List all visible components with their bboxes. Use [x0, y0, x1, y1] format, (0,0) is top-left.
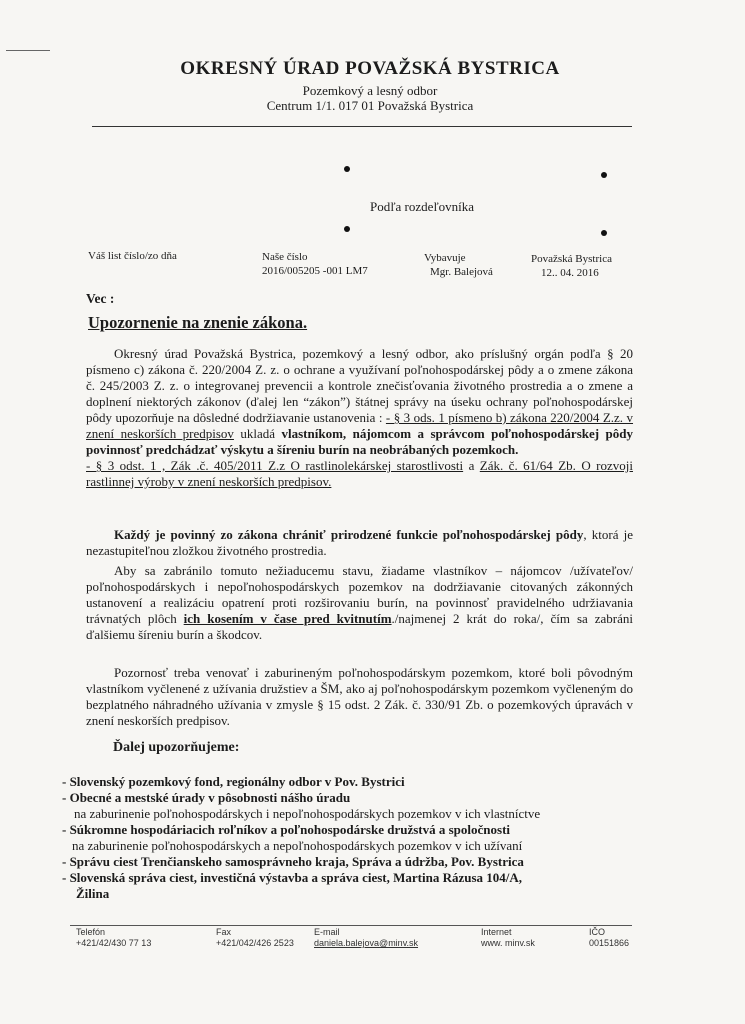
duty-rest: , ktorá je nezastupiteľnou zložkou životného prostredia.	[86, 527, 634, 558]
list-item: - Správu ciest Trenčianskeho samosprávneho kraja, Správa a údržba, Pov. Bystrica	[62, 854, 524, 869]
paragraph-request	[86, 563, 633, 643]
footer-fax: Fax +421/042/426 2523	[216, 927, 294, 948]
address-window-dot	[344, 166, 350, 172]
list-item: - Súkromne hospodáriacich roľníkov a poľnohospodárske družstvá a spoločnosti na zaburinenie poľnohospodárskych a nepoľnohospodárskych pozemkov v ich užívaní	[62, 822, 523, 853]
law-ref-405: - § 3 odst. 1 , Zák .č. 405/2011 Z.z O rastlinolekárskej starostlivosti	[86, 458, 464, 473]
obligation-text: vlastníkom, nájomcom a správcom poľnohospodárskej pôdy povinnosť predchádzať výskytu a šíreniu burín na neobrábaných pozemkoch.	[86, 426, 633, 457]
paragraph-duty	[86, 527, 633, 559]
notice-list	[62, 774, 632, 902]
list-item: - Obecné a mestské úrady v pôsobnosti nášho úradu na zaburinenie poľnohospodárskych i nepoľnohospodárskych pozemkov v ich vlastníctve	[62, 790, 541, 821]
date: 12.. 04. 2016	[541, 267, 599, 279]
place: Považská Bystrica	[531, 253, 612, 265]
footer-divider	[70, 925, 632, 926]
list-item: - Slovenský pozemkový fond, regionálny odbor v Pov. Bystrici	[62, 774, 405, 789]
law-verb: ukladá	[233, 426, 282, 441]
handled-by-label: Vybavuje	[424, 252, 466, 264]
intro-text: Okresný úrad Považská Bystrica, pozemkový a lesný odbor, ako príslušný orgán podľa § 20 písmeno c) zákona č. 220/2004 Z. z. o ochrane a využívaní poľnohospodárskej pôdy a o zmene zákona č. 245/2003 Z. z. o integrovanej prevencii a kontrole znečisťovania životného prostredia a o zmene a doplnení niektorých zákonov (ďalej len “zákon”) štátnej správy na úseku ochrany poľnohospodárskej pôdy upozorňuje na dôsledné dodržiavanie ustanovenia :	[86, 346, 633, 425]
law-ref-220: - § 3 ods. 1 písmeno b) zákona 220/2004 Z.z. v znení neskorších predpisov	[86, 410, 634, 441]
handled-by: Mgr. Balejová	[430, 266, 493, 278]
request-end: ./najmenej 2 krát do roka/, čím sa zabráni ďalšiemu šíreniu burín a škodcov.	[86, 611, 633, 642]
office-address: Centrum 1/1. 017 01 Považská Bystrica	[266, 98, 474, 113]
address-window-dot	[344, 226, 350, 232]
law-and: a	[463, 458, 480, 473]
attention-text: Pozornosť treba venovať i zaburineným poľnohospodárskym pozemkom, ktoré boli pôvodným vlastníkom vyčlenené z užívania družstiev a ŠM, ako aj poľnohospodárskym pozemkom vyčleneným do bezplatného náhradného užívania v zmysle § 15 odst. 2 Zák. č. 330/91 Zb. o pozemkových úpravách v znení neskorších predpisov.	[86, 665, 633, 728]
list-item: - Slovenská správa ciest, investičná výstavba a správa ciest, Martina Rázusa 104/A, Žilina	[62, 870, 523, 901]
footer-email: E-mail daniela.balejova@minv.sk	[314, 927, 419, 948]
corner-mark	[6, 50, 50, 51]
your-letter-label: Váš list číslo/zo dňa	[88, 250, 177, 262]
footer-ico: IČO 00151866	[589, 927, 630, 948]
duty-bold: Každý je povinný zo zákona chrániť prirodzené funkcie poľnohospodárskej pôdy	[114, 527, 584, 542]
our-number-label: Naše číslo	[262, 251, 308, 263]
subject-label: Vec :	[86, 291, 115, 306]
paragraph-attention	[86, 665, 633, 729]
footer-internet: Internet www. minv.sk	[481, 927, 535, 948]
footer-phone: Telefón +421/42/430 77 13	[76, 927, 152, 948]
subject-title: Upozornenie na znenie zákona.	[88, 313, 308, 332]
our-number: 2016/005205 -001 LM7	[262, 265, 368, 277]
office-department: Pozemkový a lesný odbor	[302, 83, 438, 98]
further-heading: Ďalej upozorňujeme:	[113, 740, 240, 755]
request-start: Aby sa zabránilo tomuto nežiaducemu stavu, žiadame vlastníkov – nájomcov /užívateľov/ poľnohospodárskych i nepoľnohospodárskych pozemkov na dodržiavanie citovaných zákonných ustanovení a realizáciu opatrení proti rozširovaniu burín, na povinnosť pravidelného udržiavania trávnatých plôch	[86, 563, 633, 626]
address-window-dot	[601, 230, 607, 236]
office-title: OKRESNÝ ÚRAD POVAŽSKÁ BYSTRICA	[180, 58, 560, 79]
header-divider	[92, 126, 632, 127]
request-emphasis: ich kosením v čase pred kvitnutím	[183, 611, 392, 626]
paragraph-intro	[86, 346, 633, 490]
law-ref-61: Zák. č. 61/64 Zb. O rozvoji rastlinnej výroby v znení neskorších predpisov.	[86, 458, 633, 489]
address-window-dot	[601, 172, 607, 178]
recipient: Podľa rozdeľovníka	[370, 199, 475, 214]
